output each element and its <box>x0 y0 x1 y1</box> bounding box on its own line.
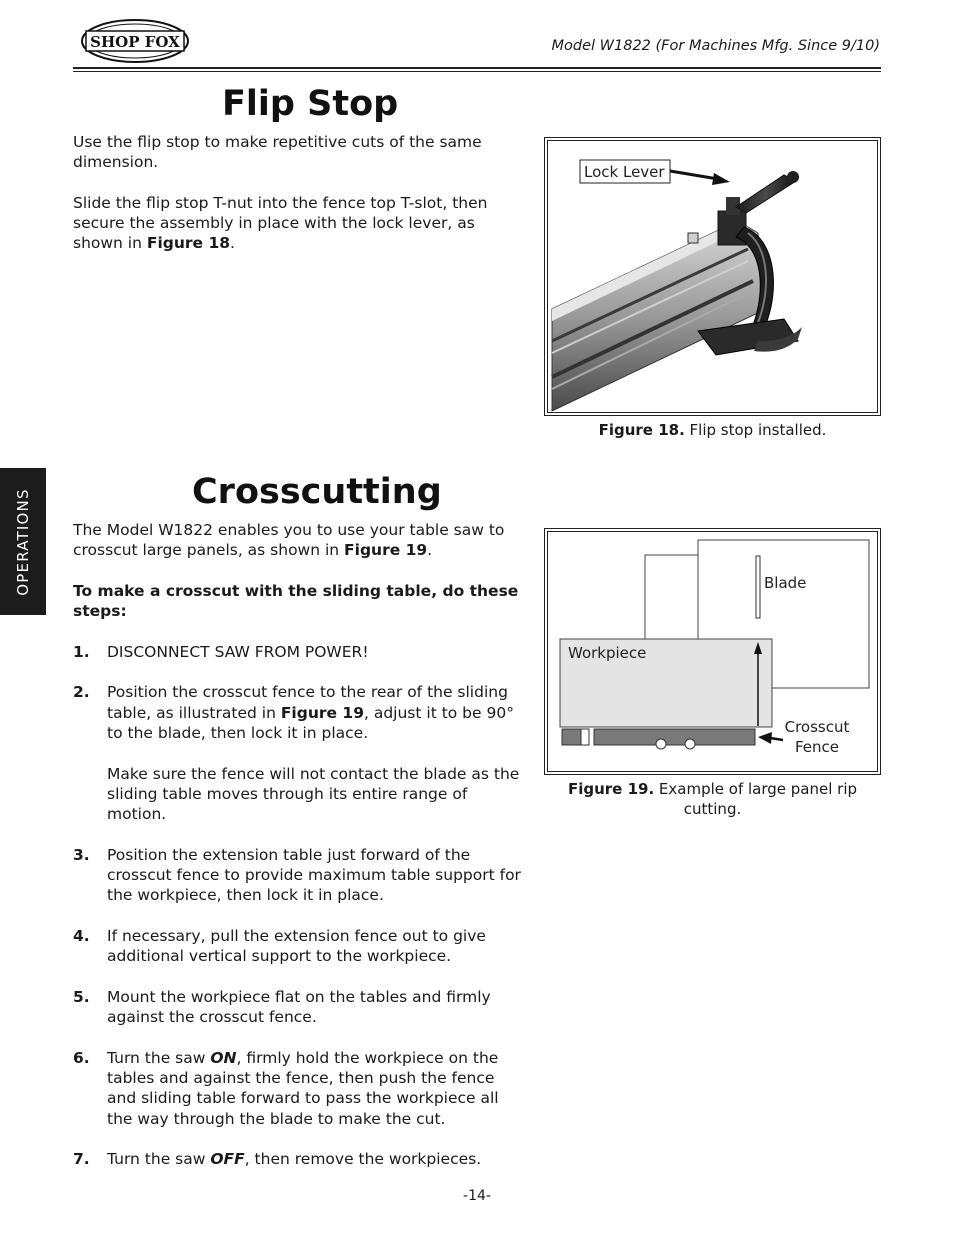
crosscutting-intro: The Model W1822 enables you to use your table saw to crosscut large panels, as shown in Figure 19. <box>73 521 505 560</box>
flip-stop-title: Flip Stop <box>222 84 399 124</box>
step-item: 6. Turn the saw ON, firmly hold the workpiece on the tables and against the fence, then push the fence and sliding table forward to pass the workpiece all the way through the blade to make the cut. <box>73 1048 499 1128</box>
figure-18-caption: Figure 18. Flip stop installed. <box>598 421 827 439</box>
figure-18 <box>544 137 881 416</box>
header-rule <box>73 67 881 69</box>
flip-stop-illustration <box>548 141 877 412</box>
crosscut-fence-label-1: Crosscut <box>784 718 850 736</box>
header-rule-thin <box>73 71 881 72</box>
step-item: 5. Mount the workpiece flat on the tables and firmly against the crosscut fence. <box>73 987 491 1027</box>
crosscutting-title: Crosscutting <box>192 472 442 512</box>
crosscutting-text <box>73 520 528 1170</box>
workpiece-label: Workpiece <box>568 644 647 662</box>
flip-stop-para2: Slide the flip stop T-nut into the fence top T-slot, then secure the assembly in place with the lock lever, as shown in Figure 18. <box>73 193 488 253</box>
flip-stop-text <box>73 132 528 274</box>
step-item: 2. Position the crosscut fence to the rear of the sliding table, as illustrated in Figure 19, adjust it to be 90° to the blade, then lock it in place. Make sure the fence will not contact the blade as the sliding table moves through its entire range of motion. <box>73 682 528 824</box>
lock-lever-callout: Lock Lever <box>584 163 665 181</box>
figure-19 <box>544 528 881 775</box>
step-2-note: Make sure the fence will not contact the blade as the sliding table moves through its entire range of motion. <box>107 764 520 824</box>
operations-side-tab <box>0 468 46 615</box>
crosscut-fence-label-2: Fence <box>794 738 840 756</box>
model-line: Model W1822 (For Machines Mfg. Since 9/10) <box>551 38 880 54</box>
crosscut-diagram <box>548 532 877 771</box>
step-item: 1. DISCONNECT SAW FROM POWER! <box>73 642 369 661</box>
figure-18-reference: Figure 18 <box>146 234 231 253</box>
step-item: 7. Turn the saw OFF, then remove the workpieces. <box>73 1150 482 1169</box>
steps-list <box>73 642 528 1170</box>
flip-stop-para1: Use the flip stop to make repetitive cuts of the same dimension. <box>73 133 482 172</box>
page-number: -14- <box>463 1188 491 1204</box>
shop-fox-logo <box>80 18 190 64</box>
figure-19-reference: Figure 19 <box>344 541 428 560</box>
step-item: 4. If necessary, pull the extension fence out to give additional vertical support to the workpiece. <box>73 926 486 966</box>
steps-heading: To make a crosscut with the sliding table, do these steps: <box>73 581 519 621</box>
side-tab-label: OPERATIONS <box>14 487 32 596</box>
blade-label: Blade <box>764 574 807 592</box>
figure-19-caption: Figure 19. Example of large panel rip cutting. <box>567 780 858 818</box>
svg-text:SHOP FOX: SHOP FOX <box>90 33 180 51</box>
step-item: 3. Position the extension table just forward of the crosscut fence to provide maximum table support for the workpiece, then lock it in place. <box>73 845 521 905</box>
